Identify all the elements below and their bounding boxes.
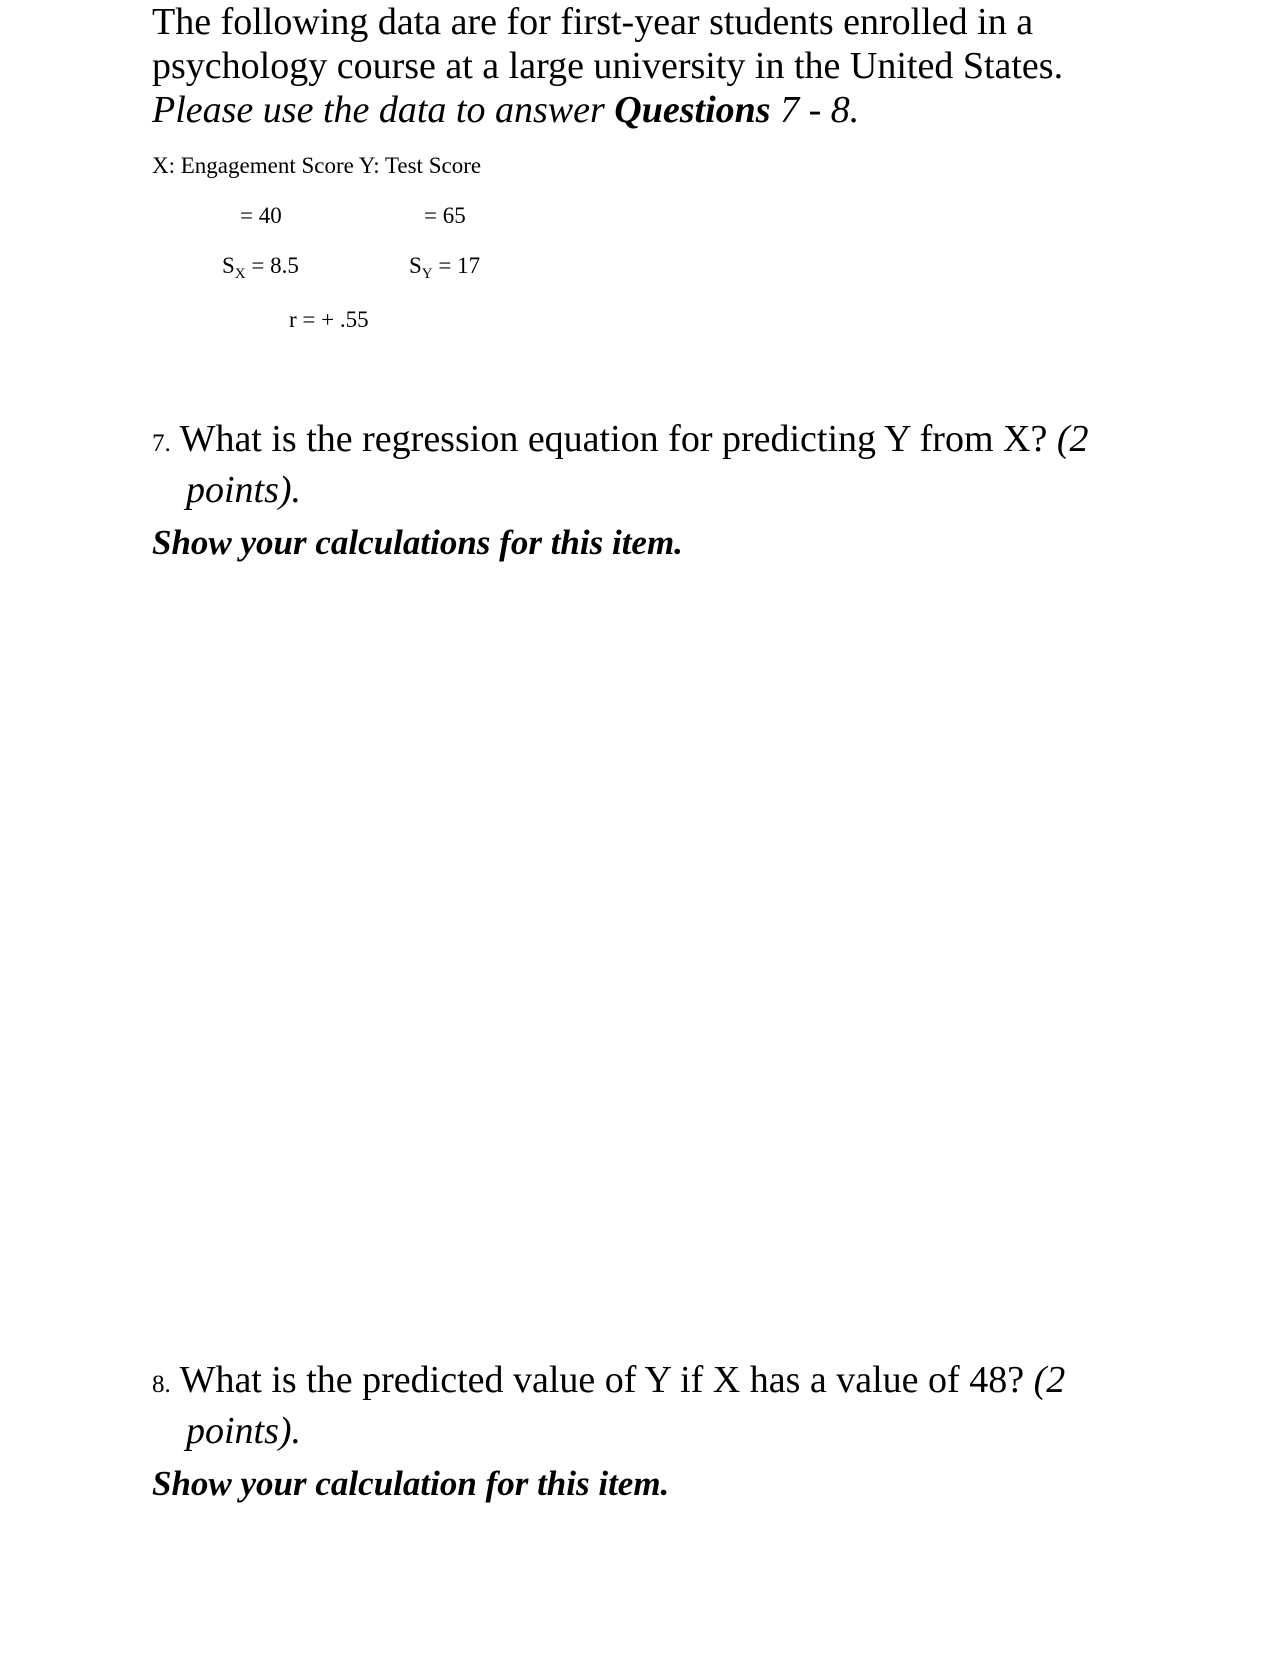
question-7-instruction: Show your calculations for this item.	[152, 523, 683, 562]
question-7-text: What is the regression equation for predicting Y from X?	[179, 418, 1048, 460]
question-8-points-close: points).	[186, 1410, 302, 1452]
x-mean: = 40	[240, 203, 282, 228]
sy-symbol: S	[409, 253, 422, 278]
intro-line-2: psychology course at a large university in the United States.	[152, 45, 1064, 87]
question-8	[152, 1357, 1065, 1454]
intro-questions-range: 7 - 8.	[770, 89, 860, 131]
sx-symbol: S	[222, 253, 235, 278]
x-variable-label: X: Engagement Score	[152, 153, 354, 178]
question-7	[152, 416, 1088, 513]
intro-line-3	[152, 88, 1063, 132]
sy-subscript: Y	[421, 266, 433, 282]
correlation-coefficient: r = + .55	[289, 307, 369, 332]
sy-value: = 17	[438, 253, 481, 278]
question-7-number: 7.	[152, 430, 171, 457]
sx-value: = 8.5	[251, 253, 299, 278]
question-8-number: 8.	[152, 1371, 171, 1398]
intro-questions-word: Questions	[614, 89, 771, 131]
variable-labels	[152, 152, 481, 180]
y-mean: = 65	[424, 203, 466, 228]
question-7-points-open: (2	[1047, 418, 1089, 460]
x-standard-deviation	[222, 252, 299, 288]
sx-subscript: X	[234, 266, 246, 282]
intro-line-1: The following data are for first-year students enrolled in a	[152, 1, 1034, 43]
y-standard-deviation	[409, 252, 480, 288]
question-7-line-1	[152, 418, 1088, 460]
question-8-points-open: (2	[1024, 1359, 1066, 1401]
question-8-instruction: Show your calculation for this item.	[152, 1464, 670, 1503]
intro-line-3-prefix: Please use the data to answer	[152, 89, 615, 131]
question-8-line-1	[152, 1359, 1065, 1401]
intro-paragraph	[152, 0, 1063, 132]
question-8-text: What is the predicted value of Y if X has a value of 48?	[179, 1359, 1025, 1401]
y-variable-label: Y: Test Score	[358, 153, 482, 178]
question-7-points-close: points).	[186, 469, 302, 511]
